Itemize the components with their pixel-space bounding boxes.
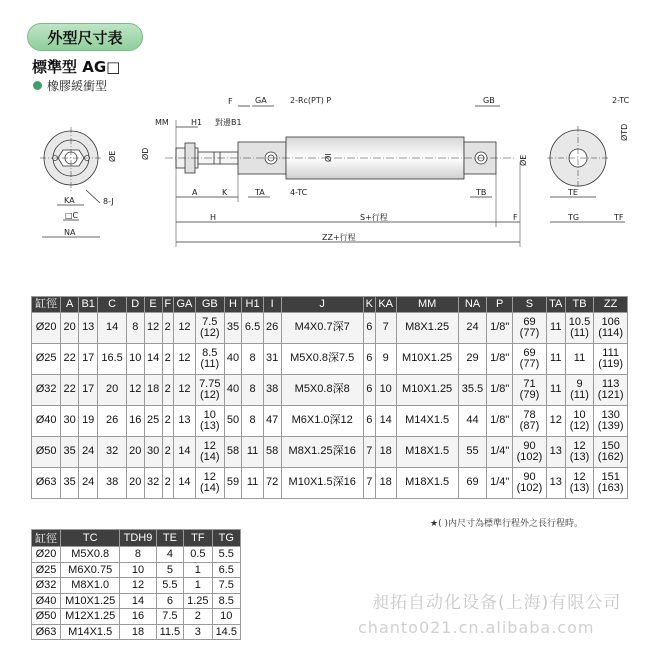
table-cell: 50	[224, 406, 242, 437]
table-cell: 47	[263, 406, 281, 437]
table-cell: 8.5	[212, 593, 240, 609]
column-header: E	[144, 297, 162, 313]
column-header: TC	[61, 530, 120, 547]
table-cell: Ø25	[32, 344, 61, 375]
table-cell: 12 (14)	[196, 468, 225, 499]
table-cell: 18	[375, 437, 396, 468]
column-header: TDH9	[120, 530, 156, 547]
column-header: K	[363, 297, 375, 313]
table-row	[32, 578, 241, 594]
table-cell: 90 (102)	[513, 468, 547, 499]
table-cell: 1/4"	[487, 437, 513, 468]
table-cell: 24	[458, 313, 487, 344]
table-cell: Ø25	[32, 562, 61, 578]
dim-TE: TE	[568, 188, 578, 197]
table-cell: 11.5	[156, 624, 184, 640]
table-cell: 12 (14)	[196, 437, 225, 468]
table-cell: M8X1.0	[61, 578, 120, 594]
table-cell: 58	[224, 437, 242, 468]
table-cell: 1	[184, 578, 212, 594]
dim-F-bottom: F	[513, 213, 518, 222]
table-row	[32, 375, 628, 406]
table-cell: 6.5	[242, 313, 263, 344]
cushion-type-label: 橡膠緩衝型	[47, 79, 108, 93]
table-cell: 20	[61, 313, 79, 344]
dim-GB: GB	[483, 96, 495, 105]
table-cell: 9	[375, 344, 396, 375]
table-cell: 8	[120, 547, 156, 563]
table-cell: 151 (163)	[594, 468, 628, 499]
table-cell: 11	[565, 344, 594, 375]
dim-S: S+行程	[360, 213, 388, 222]
column-header: P	[487, 297, 513, 313]
dimension-table	[31, 296, 628, 499]
dim-I: ØI	[324, 153, 333, 162]
table-cell: 32	[98, 437, 127, 468]
dim-ZZ: ZZ+行程	[322, 233, 356, 242]
table-cell: 12	[546, 406, 565, 437]
table-cell: 11	[242, 437, 263, 468]
table-cell: 6	[156, 593, 184, 609]
table-cell: 20	[126, 468, 144, 499]
table-cell: 38	[98, 468, 127, 499]
table-row	[32, 547, 241, 563]
dim-port: 2-Rc(PT) P	[290, 96, 332, 105]
dim-B1: 對邊B1	[215, 118, 242, 127]
table-cell: 5.5	[156, 578, 184, 594]
table-cell: Ø20	[32, 547, 61, 563]
table-cell: 10	[375, 375, 396, 406]
table-header-row	[32, 297, 628, 313]
table-cell: 2	[162, 313, 173, 344]
table-cell: 130 (139)	[594, 406, 628, 437]
table-cell: 2	[184, 609, 212, 625]
table-cell: 44	[458, 406, 487, 437]
column-header: ZZ	[594, 297, 628, 313]
column-header: F	[162, 297, 173, 313]
table-cell: Ø40	[32, 593, 61, 609]
section-title-badge: 外型尺寸表	[27, 23, 143, 51]
table-cell: 4	[156, 547, 184, 563]
table-cell: 14	[120, 593, 156, 609]
table-cell: 7.5	[212, 578, 240, 594]
table-cell: M6X1.0深12	[281, 406, 363, 437]
table-cell: 11	[546, 375, 565, 406]
column-header: I	[263, 297, 281, 313]
table-cell: 18	[375, 468, 396, 499]
table-cell: 111 (119)	[594, 344, 628, 375]
column-header: D	[126, 297, 144, 313]
dim-E-left: ØE	[108, 150, 117, 162]
table-cell: 9 (11)	[565, 375, 594, 406]
table-cell: 10	[212, 609, 240, 625]
table-cell: 106 (114)	[594, 313, 628, 344]
table-cell: Ø50	[32, 609, 61, 625]
table-cell: 1.25	[184, 593, 212, 609]
table-cell: M4X0.7深7	[281, 313, 363, 344]
column-header: A	[61, 297, 79, 313]
table-cell: 14	[98, 313, 127, 344]
column-header: H1	[242, 297, 263, 313]
column-header: KA	[375, 297, 396, 313]
table-cell: 11	[242, 468, 263, 499]
table-cell: 7.5	[156, 609, 184, 625]
table-cell: 8	[242, 344, 263, 375]
table-cell: 1/8"	[487, 375, 513, 406]
bullet-icon	[33, 81, 42, 90]
dim-NA: NA	[64, 228, 76, 237]
dim-F-top: F	[228, 97, 233, 106]
dim-TD: ØTD	[620, 123, 629, 141]
table-cell: 6	[363, 406, 375, 437]
table-cell: 90 (102)	[513, 437, 547, 468]
table-cell: M5X0.8深7.5	[281, 344, 363, 375]
table-cell: 10 (12)	[565, 406, 594, 437]
table-cell: 13	[173, 406, 195, 437]
table-cell: 2	[162, 375, 173, 406]
table-cell: 20	[126, 437, 144, 468]
dim-H: H	[210, 213, 217, 222]
table-cell: 10.5 (11)	[565, 313, 594, 344]
model-title: 標準型 AG□	[32, 58, 121, 76]
dim-MM: MM	[155, 118, 169, 127]
table-cell: Ø50	[32, 437, 61, 468]
table-cell: 12 (13)	[565, 437, 594, 468]
table-cell: 38	[263, 375, 281, 406]
table-row	[32, 468, 628, 499]
table-cell: 13	[79, 313, 98, 344]
table-cell: 40	[224, 375, 242, 406]
column-header: GB	[196, 297, 225, 313]
dim-D: ØD	[141, 147, 150, 160]
dim-KA: KA	[64, 196, 75, 205]
table-cell: Ø32	[32, 578, 61, 594]
column-header: GA	[173, 297, 195, 313]
table-cell: 16.5	[98, 344, 127, 375]
table-cell: 2	[162, 406, 173, 437]
table-cell: 14.5	[212, 624, 240, 640]
table-cell: 6	[363, 344, 375, 375]
table-cell: 1/8"	[487, 313, 513, 344]
table-cell: 7	[363, 437, 375, 468]
column-header: TB	[565, 297, 594, 313]
table-cell: M6X0.75	[61, 562, 120, 578]
column-header: 缸徑	[32, 297, 61, 313]
table-cell: Ø20	[32, 313, 61, 344]
table-cell: 12	[120, 578, 156, 594]
dim-K: K	[222, 188, 228, 197]
table-cell: 32	[144, 468, 162, 499]
column-header: J	[281, 297, 363, 313]
table-cell: 2	[162, 344, 173, 375]
table-cell: 8.5 (11)	[196, 344, 225, 375]
cylinder-drawing	[0, 92, 652, 262]
table-cell: 11	[546, 344, 565, 375]
table-cell: 2	[162, 437, 173, 468]
table-cell: 10	[120, 562, 156, 578]
table-cell: 2	[162, 468, 173, 499]
table-cell: 20	[98, 375, 127, 406]
table-cell: 30	[61, 406, 79, 437]
table-cell: M14X1.5	[396, 406, 458, 437]
dim-8-J: 8-J	[103, 197, 114, 206]
table-cell: M10X1.25	[396, 375, 458, 406]
table-cell: 30	[144, 437, 162, 468]
table-cell: M5X0.8	[61, 547, 120, 563]
table-cell: 16	[120, 609, 156, 625]
table-cell: 69 (77)	[513, 313, 547, 344]
column-header: NA	[458, 297, 487, 313]
mounting-dimension-table	[31, 529, 241, 640]
column-header: B1	[79, 297, 98, 313]
table-cell: M12X1.25	[61, 609, 120, 625]
table-cell: 10	[126, 344, 144, 375]
table-cell: 113 (121)	[594, 375, 628, 406]
table-cell: 17	[79, 375, 98, 406]
table-cell: 24	[79, 437, 98, 468]
table-cell: 14	[144, 344, 162, 375]
table-cell: 58	[263, 437, 281, 468]
table-cell: 8	[242, 375, 263, 406]
table-row	[32, 344, 628, 375]
table-cell: 8	[126, 313, 144, 344]
table-cell: 8	[242, 406, 263, 437]
dim-H1: H1	[191, 118, 203, 127]
table-cell: 31	[263, 344, 281, 375]
column-header: H	[224, 297, 242, 313]
table-cell: M5X0.8深8	[281, 375, 363, 406]
table-cell: 19	[79, 406, 98, 437]
table-cell: M10X1.25	[396, 344, 458, 375]
column-header: TG	[212, 530, 240, 547]
table-cell: M10X1.25	[61, 593, 120, 609]
table-cell: 26	[263, 313, 281, 344]
column-header: S	[513, 297, 547, 313]
column-header: C	[98, 297, 127, 313]
table-row	[32, 437, 628, 468]
table-cell: 13	[546, 468, 565, 499]
column-header: MM	[396, 297, 458, 313]
table-cell: 55	[458, 437, 487, 468]
table-row	[32, 609, 241, 625]
table-cell: M18X1.5	[396, 437, 458, 468]
table-cell: 5	[156, 562, 184, 578]
column-header: TA	[546, 297, 565, 313]
dim-TF: TF	[614, 213, 624, 222]
dim-A: A	[192, 188, 198, 197]
table-cell: 7	[375, 313, 396, 344]
table-cell: 1	[184, 562, 212, 578]
table-cell: 12	[173, 313, 195, 344]
table-cell: 12	[144, 313, 162, 344]
table-cell: 22	[61, 344, 79, 375]
column-header: TE	[156, 530, 184, 547]
table-cell: 0.5	[184, 547, 212, 563]
table-cell: 35	[61, 437, 79, 468]
table-cell: 150 (162)	[594, 437, 628, 468]
table-cell: 69 (77)	[513, 344, 547, 375]
table-cell: 10 (13)	[196, 406, 225, 437]
dim-C: □C	[65, 211, 79, 220]
table-row	[32, 593, 241, 609]
dim-4-TC: 4-TC	[290, 188, 308, 197]
table-cell: 6	[363, 375, 375, 406]
dim-2-TC: 2-TC	[612, 96, 630, 105]
table-cell: 18	[144, 375, 162, 406]
table-cell: 35.5	[458, 375, 487, 406]
table-cell: 13	[546, 437, 565, 468]
table-cell: 1/8"	[487, 406, 513, 437]
table-cell: 12	[173, 344, 195, 375]
table-cell: 14	[173, 468, 195, 499]
table-cell: M18X1.5	[396, 468, 458, 499]
table-cell: M10X1.5深16	[281, 468, 363, 499]
table-cell: 7.75 (12)	[196, 375, 225, 406]
table-cell: 7.5 (12)	[196, 313, 225, 344]
table-cell: 25	[144, 406, 162, 437]
table-cell: 1/4"	[487, 468, 513, 499]
table-cell: 35	[61, 468, 79, 499]
table-cell: 29	[458, 344, 487, 375]
table-row	[32, 562, 241, 578]
dim-GA: GA	[255, 96, 267, 105]
table-cell: 12	[173, 375, 195, 406]
table-cell: M14X1.5	[61, 624, 120, 640]
table-cell: 18	[120, 624, 156, 640]
table-cell: 72	[263, 468, 281, 499]
table-row	[32, 624, 241, 640]
table-cell: 59	[224, 468, 242, 499]
dim-TA: TA	[255, 188, 265, 197]
table-cell: 6	[363, 313, 375, 344]
table-row	[32, 313, 628, 344]
table-cell: 3	[184, 624, 212, 640]
table-cell: 69	[458, 468, 487, 499]
table-cell: 26	[98, 406, 127, 437]
table-cell: 35	[224, 313, 242, 344]
table-cell: M8X1.25深16	[281, 437, 363, 468]
table-header-row	[32, 530, 241, 547]
table-cell: 1/8"	[487, 344, 513, 375]
table-cell: M8X1.25	[396, 313, 458, 344]
table-cell: 78 (87)	[513, 406, 547, 437]
table-cell: 6.5	[212, 562, 240, 578]
table-cell: 11	[546, 313, 565, 344]
watermark-company: 昶拓自动化设备(上海)有限公司	[372, 593, 622, 613]
table-cell: 22	[61, 375, 79, 406]
table-cell: 40	[224, 344, 242, 375]
table-cell: Ø63	[32, 624, 61, 640]
table-cell: 7	[363, 468, 375, 499]
table-cell: 12 (13)	[565, 468, 594, 499]
table-cell: 5.5	[212, 547, 240, 563]
table-cell: Ø32	[32, 375, 61, 406]
table-cell: 71 (79)	[513, 375, 547, 406]
watermark-url: chanto021.cn.alibaba.com	[358, 618, 595, 637]
table-row	[32, 406, 628, 437]
table-cell: 12	[126, 375, 144, 406]
table-cell: 24	[79, 468, 98, 499]
table-cell: 17	[79, 344, 98, 375]
dim-TG: TG	[568, 213, 580, 222]
table-cell: 14	[375, 406, 396, 437]
column-header: 缸徑	[32, 530, 61, 547]
table-cell: 14	[173, 437, 195, 468]
footnote: ★( )内尺寸為標準行程外之長行程時。	[430, 519, 583, 529]
dim-E-right: ØE	[519, 154, 528, 166]
table-cell: Ø63	[32, 468, 61, 499]
column-header: TF	[184, 530, 212, 547]
table-cell: 16	[126, 406, 144, 437]
dim-TB: TB	[476, 188, 487, 197]
table-cell: Ø40	[32, 406, 61, 437]
